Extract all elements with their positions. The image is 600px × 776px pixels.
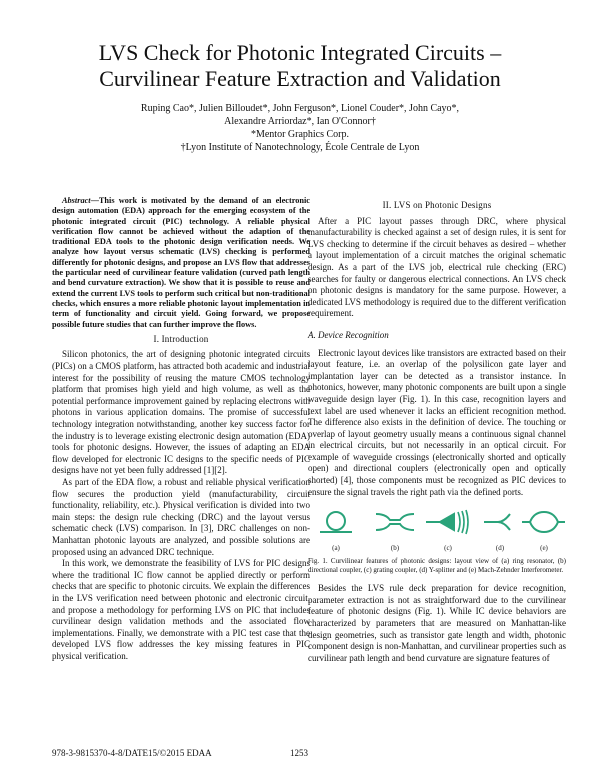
lvs-paragraph: After a PIC layout passes through DRC, where physical manufacturability is checked against a set of design rules, it is sent for LVS checking to determine if the circuit behaves as desired – whether a layout implementation of a circuit matches the original schematic design. As a part of the LVS job, electrical rule checking (ERC) searches for faulty or dangerous electrical connections. An LVS check on photonic designs is mandatory for the same purpose. However, a dedicated LVS methodology is required due to the different verification requirement. [308, 215, 566, 319]
author-block [0, 102, 600, 154]
mach-zehnder-shape [522, 512, 565, 532]
device-recognition-heading: A. Device Recognition [308, 329, 389, 340]
intro-paragraph-2: As part of the EDA flow, a robust and reliable physical verification flow secures the production yield (manufacturability, circuit functionality, reliability, etc.). Physical verification is divided into two main steps: the design rule checking (DRC) and the layout versus schematic check (LVS) comparison. In [3], DRC challenges on non-Manhattan photonic layouts are analyzed, and possible solutions are proposed using an advanced DRC technique. [52, 476, 310, 557]
affiliation-1: *Mentor Graphics Corp. [250, 129, 350, 140]
besides-paragraph: Besides the LVS rule deck preparation for device recognition, parameter extraction is not as straightforward due to the curvilinear feature of photonic designs (Fig. 1). While IC device behaviors are characterized by parameters that are measured on Manhattan-like design geometries, such as transistor gate length and width, photonic component design is non-Manhattan, and curvilinear properties such as curvilinear path length and bend curvature are signature features of [308, 583, 566, 663]
figure-1-caption: Fig. 1. Curvilinear features of photonic designs: layout view of (a) ring resonator, (b) directional coupler, (c) grating coupler, (d) Y-splitter and (e) Mach-Zehnder Interferometer. [308, 557, 566, 575]
title-line-1: LVS Check for Photonic Integrated Circuits – [98, 40, 502, 65]
footer-isbn: 978-3-9815370-4-8/DATE15/©2015 EDAA [52, 748, 212, 758]
intro-paragraph-3: In this work, we demonstrate the feasibility of LVS for PIC designs where the traditional IC flow cannot be applied directly or perform checks that are specific to photonic circuits. We explain the differences in the LVS verification need between photonic and electronic circuit, and propose a methodology for performing LVS on PIC that includes curvilinear design validation methods and the associated flow implementations. Finally, we demonstrate with a PIC test case that the developed LVS flow addresses the key missing features in PIC physical verification. [52, 558, 310, 661]
fig-label-e: (e) [540, 544, 548, 553]
left-column [52, 196, 310, 662]
authors-line-1: Ruping Cao*, Julien Billoudet*, John Ferguson*, Lionel Couder*, John Cayo*, [140, 103, 460, 114]
y-splitter-shape [484, 514, 510, 530]
directional-coupler-shape [376, 514, 414, 530]
figure-1-drawing [308, 506, 566, 554]
title-line-2: Curvilinear Feature Extraction and Validation [99, 66, 501, 91]
paper-title [0, 40, 600, 92]
authors-line-2: Alexandre Arriordaz*, Ian O'Connor† [224, 116, 376, 127]
grating-coupler-shape [426, 510, 468, 534]
affiliation-2: †Lyon Institute of Nanotechnology, École Centrale de Lyon [180, 142, 420, 153]
ring-resonator-shape [320, 512, 352, 532]
intro-heading: I. Introduction [153, 333, 209, 344]
abstract-label: Abstract [62, 196, 91, 205]
fig-label-a: (a) [332, 544, 340, 553]
fig-label-b: (b) [390, 544, 400, 553]
device-paragraph: Electronic layout devices like transistors are extracted based on their layout feature, i.e. an overlap of the polysilicon gate layer and implantation layer can be detected as a transistor instance. In photonics, however, many photonic components are built upon a single waveguide design layer (Fig. 1). In this case, recognition layers and text label are used whenever it lacks an efficient recognition method. The difference also exists in the definition of device. The touching or overlap of layout geometry usually means a continuous signal channel in electrical circuits, but not necessarily in an optical circuit. For example of waveguide crossings (electronically shorted and optically open) and directional couplers (electronically open and optically shorted) [4], those components must be recognized as PIC devices to ensure the signal travels the right path via the defined ports. [308, 347, 566, 497]
figure-1 [308, 506, 566, 554]
intro-paragraph-1: Silicon photonics, the art of designing photonic integrated circuits (PICs) on a CMOS platform, has attracted both academic and industrial interest for the possibility of reusing the mature CMOS technology platform that promises high yield and high volume, as well as the potential performance improvement gained by replacing electrons with photons in various application domains. The promise of successful technology integration notwithstanding, another key success factor for the industry is to leverage existing electronic design automation (EDA) tools for photonic designs. However, the issues of adapting an EDA flow developed for electronic IC designs to the specific needs of PIC designs have not yet been fully addressed [1][2]. [52, 349, 310, 476]
right-column [308, 196, 566, 664]
fig-label-c: (c) [444, 544, 452, 553]
fig-label-d: (d) [495, 544, 505, 553]
abstract [52, 196, 310, 330]
abstract-text: —This work is motivated by the demand of an electronic design automation (EDA) approach for the emerging ecosystem of the photonic integrated circuit (PIC) technology. A reliable physical verification flow cannot be achieved without the adaption of the traditional EDA tools to the photonic design verification needs. We analyze how layout versus schematic (LVS) checking is performed differently for photonic designs, and propose an LVS flow that addresses the particular need of curvilinear feature validation (curved path length and bend curvature extraction). We show that it is possible to reuse and extend the current LVS tools to perform such critical but non-traditional checks, which ensures a more reliable photonic layout implementation in term of functionality and circuit yield. Going forward, we propose possible future studies that can further improve the flows. [52, 196, 310, 329]
lvs-heading: II. LVS on Photonic Designs [382, 200, 492, 210]
page-number: 1253 [290, 748, 308, 758]
